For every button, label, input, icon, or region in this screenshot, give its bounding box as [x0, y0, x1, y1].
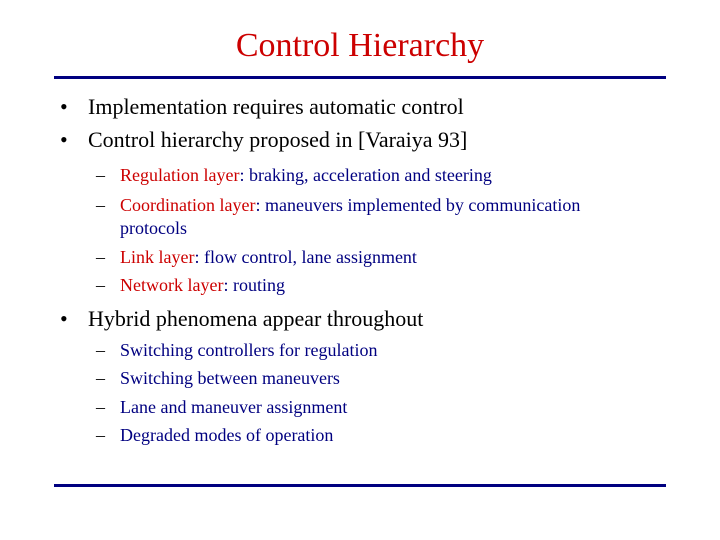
- bullet-glyph: •: [60, 306, 68, 331]
- layer-desc: : maneuvers implemented by communication: [255, 195, 581, 215]
- bullet-text: Hybrid phenomena appear throughout: [88, 306, 424, 331]
- layer-desc: : routing: [223, 275, 285, 295]
- dash-glyph: –: [96, 340, 105, 360]
- hybrid-text: Switching between maneuvers: [120, 368, 340, 388]
- bullet-glyph: •: [60, 127, 68, 152]
- dash-glyph: –: [96, 195, 105, 215]
- slide-title: Control Hierarchy: [235, 27, 485, 64]
- layer-desc-continued: protocols: [120, 218, 187, 238]
- dash-glyph: –: [96, 165, 105, 185]
- dash-glyph: –: [96, 275, 105, 295]
- top-divider: [54, 76, 666, 79]
- bullet-text: Control hierarchy proposed in [Varaiya 93]: [88, 127, 468, 152]
- layer-term: Regulation layer: [120, 165, 240, 185]
- layer-desc: : braking, acceleration and steering: [239, 165, 492, 185]
- layer-term: Link layer: [120, 247, 195, 267]
- layer-term: Network layer: [120, 275, 224, 295]
- bullet-glyph: •: [60, 94, 68, 119]
- hybrid-text: Lane and maneuver assignment: [120, 397, 348, 417]
- hybrid-text: Switching controllers for regulation: [120, 340, 378, 360]
- dash-glyph: –: [96, 368, 105, 388]
- hybrid-text: Degraded modes of operation: [120, 425, 334, 445]
- layer-desc: : flow control, lane assignment: [194, 247, 417, 267]
- bullet-text: Implementation requires automatic control: [88, 94, 464, 119]
- dash-glyph: –: [96, 425, 105, 445]
- dash-glyph: –: [96, 247, 105, 267]
- layer-term: Coordination layer: [120, 195, 256, 215]
- dash-glyph: –: [96, 397, 105, 417]
- bottom-divider: [54, 484, 666, 487]
